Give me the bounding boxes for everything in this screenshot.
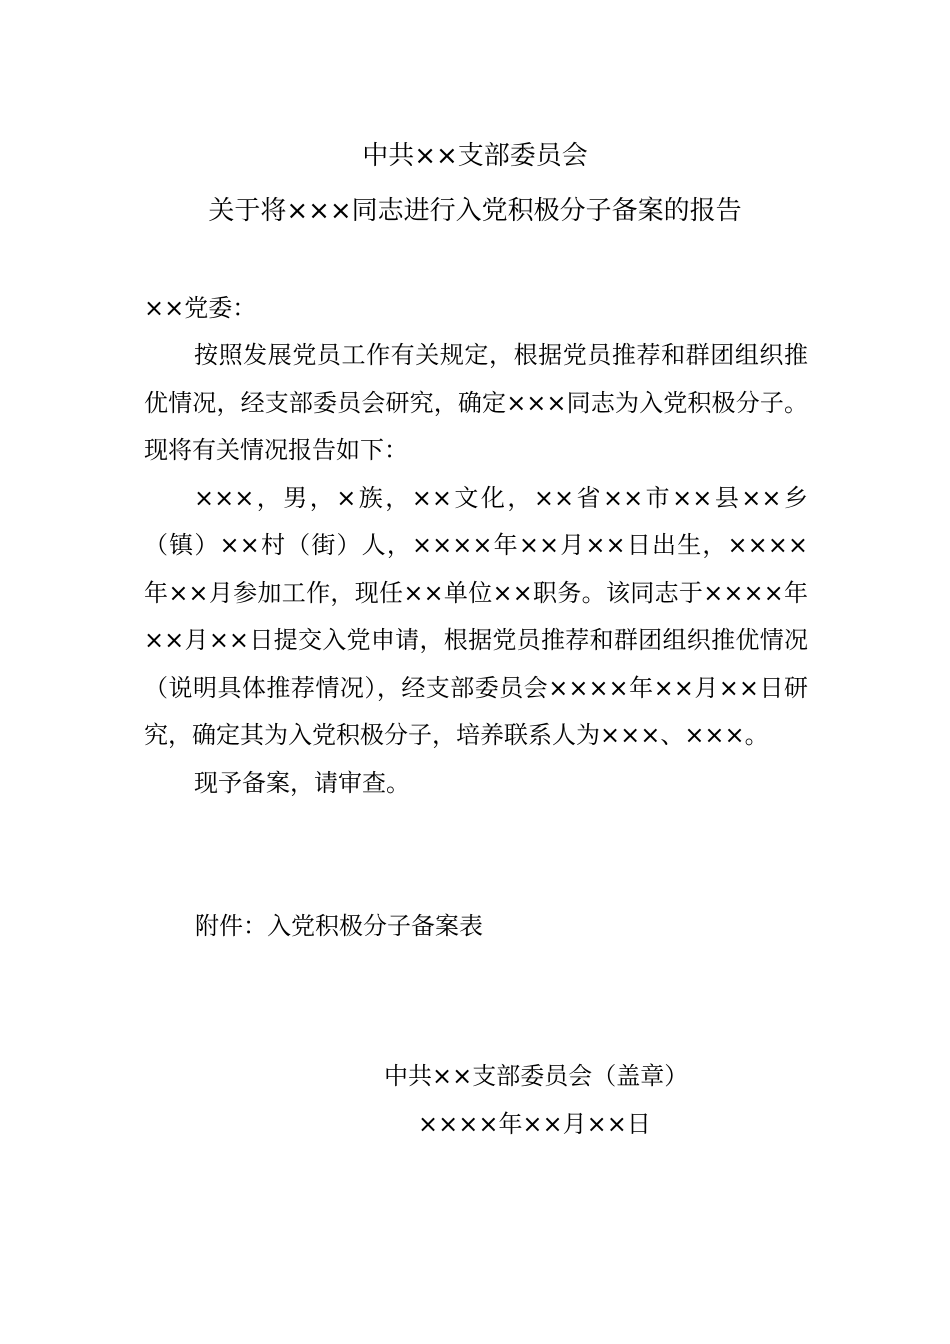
body-paragraph-closing: 现予备案，请审查。: [194, 768, 410, 797]
signature-organization: 中共××支部委员会（盖章）: [384, 1062, 689, 1090]
document-title-line2: 关于将×××同志进行入党积极分子备案的报告: [208, 196, 742, 226]
body-paragraph-details: ×××，男，×族，××文化，××省××市××县××乡（镇）××村（街）人，××××年××月××日出生，××××年××月参加工作，现任××单位××职务。该同志于××××年××月××日提交入党申请，根据党员推荐和群团组织推优情况（说明具体推荐情况），经支部委员会××××年××月××日研究，确定其为入党积极分子，培养联系人为×××、×××。: [144, 483, 808, 749]
salutation: ××党委：: [144, 294, 257, 322]
body-paragraph-intro: 按照发展党员工作有关规定，根据党员推荐和群团组织推优情况，经支部委员会研究，确定×××同志为入党积极分子。现将有关情况报告如下：: [144, 341, 808, 464]
document-title-line1: 中共××支部委员会: [362, 141, 588, 171]
signature-date: ××××年××月××日: [418, 1110, 651, 1138]
document-body: [144, 332, 808, 807]
attachment-line: 附件：入党积极分子备案表: [195, 912, 483, 940]
